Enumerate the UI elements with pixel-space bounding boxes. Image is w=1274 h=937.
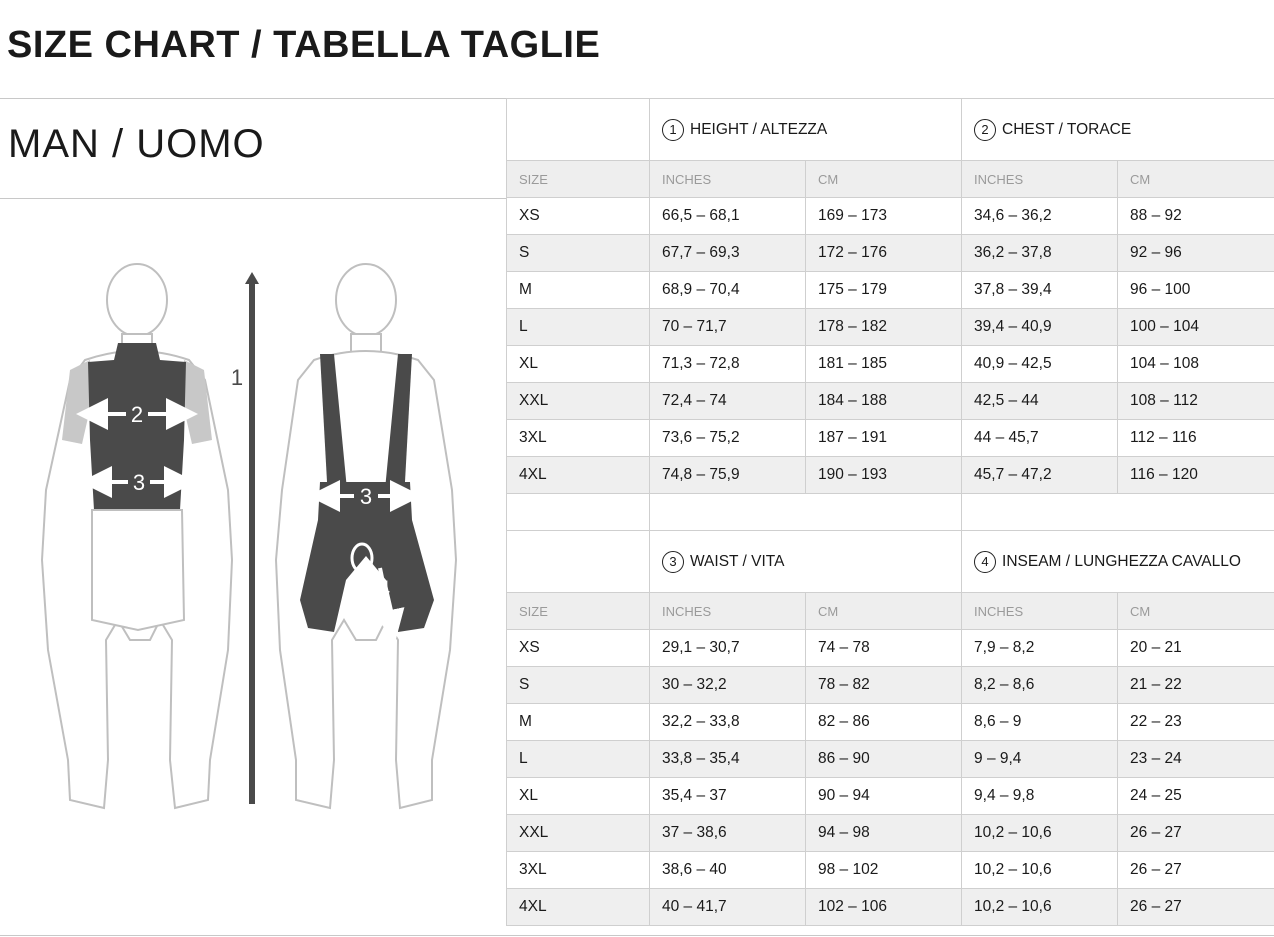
value-cell: 181 – 185 [806,346,962,383]
unit-header-row [507,161,1274,198]
value-cell: 96 – 100 [1118,272,1274,309]
size-cell: 3XL [507,420,650,457]
cm-label: CM [806,161,962,198]
number-badge: 2 [974,119,996,141]
divider-bottom [0,935,1274,936]
value-cell: 24 – 25 [1118,778,1274,815]
size-cell: XS [507,198,650,235]
table-row [507,667,1274,704]
header-blank [507,99,650,161]
value-cell: 39,4 – 40,9 [962,309,1118,346]
table-row [507,383,1274,420]
value-cell: 44 – 45,7 [962,420,1118,457]
measure-header-row [507,531,1274,593]
value-cell: 73,6 – 75,2 [650,420,806,457]
value-cell: 9,4 – 9,8 [962,778,1118,815]
value-cell: 9 – 9,4 [962,741,1118,778]
cm-label: CM [1118,161,1274,198]
size-cell: XXL [507,383,650,420]
value-cell: 8,2 – 8,6 [962,667,1118,704]
inseam-marker: 4 [377,576,391,601]
height-arrowhead [245,272,259,284]
column-header-col2 [962,531,1274,593]
size-cell: 4XL [507,457,650,494]
number-badge: 4 [974,551,996,573]
spacer-cell [962,494,1274,531]
value-cell: 82 – 86 [806,704,962,741]
value-cell: 30 – 32,2 [650,667,806,704]
value-cell: 68,9 – 70,4 [650,272,806,309]
value-cell: 187 – 191 [806,420,962,457]
value-cell: 37,8 – 39,4 [962,272,1118,309]
value-cell: 178 – 182 [806,309,962,346]
size-cell: XL [507,778,650,815]
value-cell: 86 – 90 [806,741,962,778]
table-row [507,457,1274,494]
value-cell: 70 – 71,7 [650,309,806,346]
value-cell: 116 – 120 [1118,457,1274,494]
value-cell: 90 – 94 [806,778,962,815]
value-cell: 42,5 – 44 [962,383,1118,420]
table-row [507,704,1274,741]
value-cell: 190 – 193 [806,457,962,494]
value-cell: 78 – 82 [806,667,962,704]
value-cell: 66,5 – 68,1 [650,198,806,235]
value-cell: 35,4 – 37 [650,778,806,815]
value-cell: 38,6 – 40 [650,852,806,889]
size-cell: XXL [507,815,650,852]
size-cell: L [507,309,650,346]
table-row [507,235,1274,272]
column-header-col1 [650,99,962,161]
value-cell: 21 – 22 [1118,667,1274,704]
value-cell: 36,2 – 37,8 [962,235,1118,272]
value-cell: 67,7 – 69,3 [650,235,806,272]
value-cell: 112 – 116 [1118,420,1274,457]
value-cell: 102 – 106 [806,889,962,926]
value-cell: 40,9 – 42,5 [962,346,1118,383]
value-cell: 169 – 173 [806,198,962,235]
inches-label: INCHES [650,161,806,198]
column-header-title: WAIST / VITA [690,552,785,570]
number-badge: 3 [662,551,684,573]
divider-top [0,98,506,99]
inches-label: INCHES [962,593,1118,630]
section-title: MAN / UOMO [8,122,265,166]
inches-label: INCHES [962,161,1118,198]
value-cell: 26 – 27 [1118,889,1274,926]
size-cell: 4XL [507,889,650,926]
table-row [507,630,1274,667]
table-row [507,198,1274,235]
value-cell: 10,2 – 10,6 [962,815,1118,852]
divider-mid [0,198,506,199]
value-cell: 33,8 – 35,4 [650,741,806,778]
height-marker: 1 [230,365,244,390]
size-cell: 3XL [507,852,650,889]
header-blank [507,531,650,593]
unit-header-row [507,593,1274,630]
value-cell: 7,9 – 8,2 [962,630,1118,667]
value-cell: 10,2 – 10,6 [962,889,1118,926]
cm-label: CM [806,593,962,630]
value-cell: 20 – 21 [1118,630,1274,667]
value-cell: 108 – 112 [1118,383,1274,420]
column-header-col2 [962,99,1274,161]
value-cell: 71,3 – 72,8 [650,346,806,383]
value-cell: 8,6 – 9 [962,704,1118,741]
size-cell: XL [507,346,650,383]
value-cell: 26 – 27 [1118,815,1274,852]
chest-marker: 2 [130,402,144,427]
value-cell: 45,7 – 47,2 [962,457,1118,494]
measure-header-row [507,99,1274,161]
back-waist-marker: 3 [359,484,373,509]
table-row [507,309,1274,346]
size-cell: S [507,667,650,704]
value-cell: 29,1 – 30,7 [650,630,806,667]
value-cell: 94 – 98 [806,815,962,852]
size-cell: L [507,741,650,778]
value-cell: 10,2 – 10,6 [962,852,1118,889]
column-header-title: CHEST / TORACE [1002,120,1132,138]
value-cell: 34,6 – 36,2 [962,198,1118,235]
cm-label: CM [1118,593,1274,630]
spacer-cell [507,494,650,531]
value-cell: 88 – 92 [1118,198,1274,235]
inches-label: INCHES [650,593,806,630]
size-cell: M [507,704,650,741]
value-cell: 100 – 104 [1118,309,1274,346]
value-cell: 172 – 176 [806,235,962,272]
number-badge: 1 [662,119,684,141]
table-row [507,852,1274,889]
value-cell: 74,8 – 75,9 [650,457,806,494]
page-title: SIZE CHART / TABELLA TAGLIE [7,24,601,66]
value-cell: 104 – 108 [1118,346,1274,383]
size-label: SIZE [507,593,650,630]
column-header-title: HEIGHT / ALTEZZA [690,120,828,138]
table-row [507,741,1274,778]
value-cell: 92 – 96 [1118,235,1274,272]
size-label: SIZE [507,161,650,198]
waist-marker: 3 [132,470,146,495]
value-cell: 175 – 179 [806,272,962,309]
value-cell: 26 – 27 [1118,852,1274,889]
table-row [507,889,1274,926]
table-row [507,420,1274,457]
value-cell: 37 – 38,6 [650,815,806,852]
table-row [507,815,1274,852]
body-measurement-figure [0,200,505,840]
value-cell: 74 – 78 [806,630,962,667]
value-cell: 22 – 23 [1118,704,1274,741]
value-cell: 32,2 – 33,8 [650,704,806,741]
value-cell: 40 – 41,7 [650,889,806,926]
size-cell: S [507,235,650,272]
table-row [507,272,1274,309]
spacer-row [507,494,1274,531]
value-cell: 72,4 – 74 [650,383,806,420]
value-cell: 184 – 188 [806,383,962,420]
size-cell: M [507,272,650,309]
spacer-cell [650,494,962,531]
value-cell: 23 – 24 [1118,741,1274,778]
table-row [507,346,1274,383]
value-cell: 98 – 102 [806,852,962,889]
table-row [507,778,1274,815]
column-header-title: INSEAM / LUNGHEZZA CAVALLO [1002,552,1241,570]
size-table [506,98,1274,926]
column-header-col1 [650,531,962,593]
size-cell: XS [507,630,650,667]
front-shorts [92,510,184,630]
